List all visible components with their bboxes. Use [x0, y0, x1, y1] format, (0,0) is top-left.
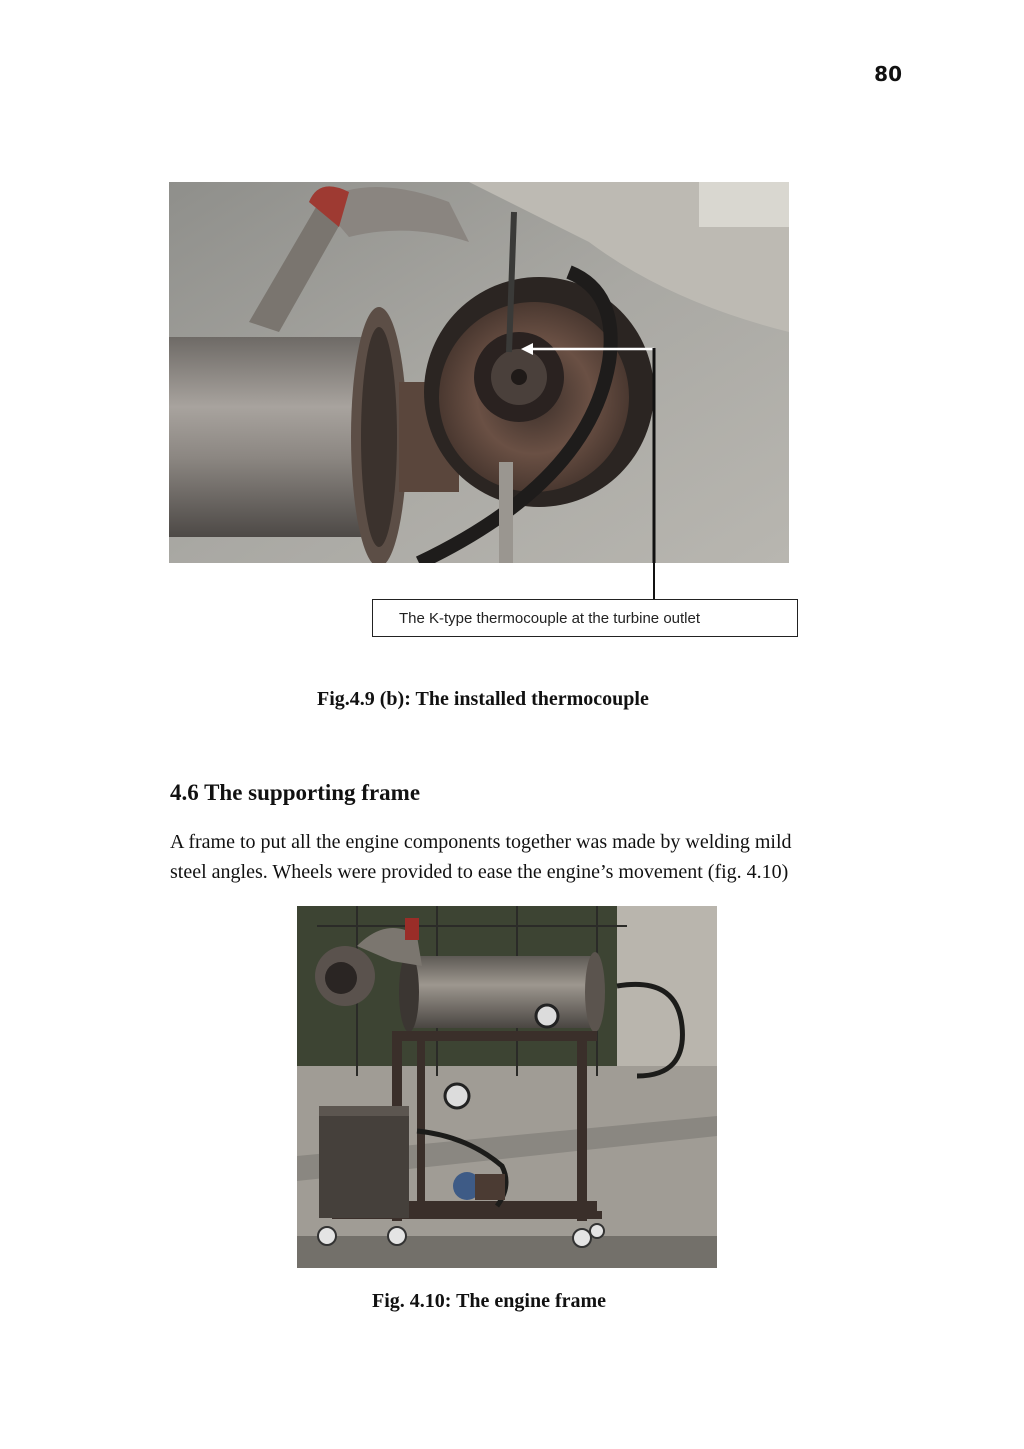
paragraph-line: A frame to put all the engine components together was made by welding mild — [170, 831, 792, 853]
paragraph-line: steel angles. Wheels were provided to ease the engine’s movement (fig. 4.10) — [170, 861, 789, 883]
figure-4-10-caption: Fig. 4.10: The engine frame — [372, 1290, 607, 1312]
engine-frame-photo — [297, 906, 717, 1268]
section-paragraph — [170, 827, 870, 887]
section-heading: 4.6 The supporting frame — [170, 780, 421, 805]
callout-connector-line — [650, 348, 658, 600]
figure-4-9b-caption: Fig.4.9 (b): The installed thermocouple — [317, 688, 649, 710]
page-number: 80 — [874, 62, 902, 86]
thermocouple-callout-label: The K-type thermocouple at the turbine outlet — [372, 599, 798, 637]
thermocouple-photo — [169, 182, 789, 563]
